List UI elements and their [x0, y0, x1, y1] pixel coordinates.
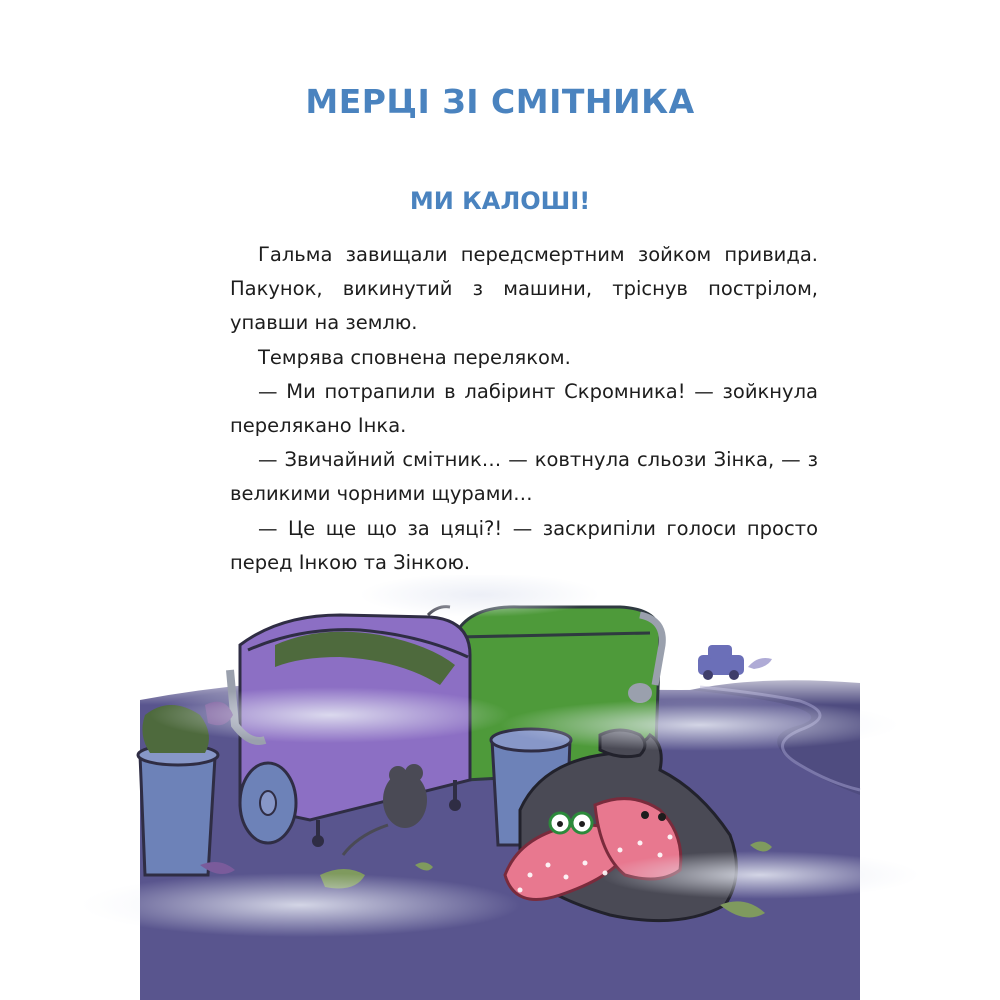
- paragraph: Темрява сповнена переляком.: [258, 345, 571, 369]
- page-title: МЕРЦІ ЗІ СМІТНИКА: [305, 82, 695, 121]
- paragraph: — Звичайний смітник… — ковтнула сльози Зінка, — з великими чорними щурами…: [230, 448, 818, 506]
- chapter-title: МИ КАЛОШІ!: [409, 187, 591, 215]
- dumpster-illustration: [0, 575, 1000, 1000]
- paragraph: Гальма завищали передсмертним зойком привида. Пакунок, викинутий з машини, тріснув пострілом, упавши на землю.: [230, 243, 818, 335]
- paragraph: — Це ще що за цяці?! — заскрипіли голоси просто перед Інкою та Зінкою.: [230, 516, 818, 574]
- story-text: [230, 238, 818, 580]
- paragraph: — Ми потрапили в лабіринт Скромника! — зойкнула перелякано Інка.: [230, 379, 818, 438]
